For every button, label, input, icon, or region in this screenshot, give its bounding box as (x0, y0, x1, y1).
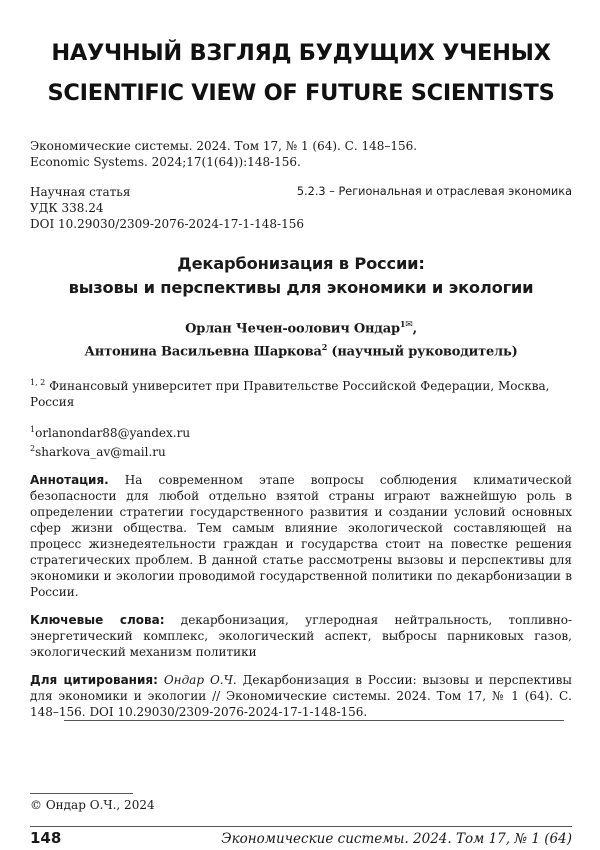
email-2 (30, 441, 572, 460)
copyright: © Ондар О.Ч., 2024 (30, 798, 155, 812)
author-name: Антонина Васильевна Шаркова (84, 344, 322, 360)
citation-text: Декарбонизация в России: вызовы и перспективы для экономики и экологии // Экономические системы. 2024. Том 17, № 1 (64). С. 148–156. DOI 10.29030/2309-2076-2024-17-1-148-156. (30, 672, 572, 719)
citation-line-en: Economic Systems. 2024;17(1(64)):148-156. (30, 155, 301, 169)
abstract-text: На современном этапе вопросы соблюдения климатической безопасности для любой отдельно взятой страны играют важнейшую роль в определении стратегии государственного развития и создании условий основных сфер жизни общества. Тем самым влияние экологической составляющей на процесс жизнедеятельности граждан и государства стоит на повестке решения стратегических проблем. В данной статье рассмотрены вызовы и перспективы для экономики и экологии проводимой государственной политики по декарбонизации в России. (30, 472, 572, 599)
article-type: Научная статья (30, 185, 131, 199)
section-divider (64, 720, 564, 721)
affil-sup: 1, 2 (30, 377, 46, 387)
author-name: Орлан Чечен-оолович Ондар (185, 321, 400, 337)
footnote-divider (30, 793, 133, 794)
section-header-en: SCIENTIFIC VIEW OF FUTURE SCIENTISTS (47, 80, 555, 106)
section-header-ru: НАУЧНЫЙ ВЗГЛЯД БУДУЩИХ УЧЕНЫХ (51, 40, 551, 66)
author-affil-sup: 2 (321, 342, 328, 353)
author-line-2 (30, 338, 572, 361)
affil-text: Финансовый университет при Правительстве Российской Федерации, Москва, Россия (30, 378, 550, 409)
citation-line-ru: Экономические системы. 2024. Том 17, № 1 (64). С. 148–156. (30, 139, 418, 153)
meta-row (30, 184, 572, 200)
citation-author: Ондар О.Ч. (157, 672, 237, 687)
article-title-line2: вызовы и перспективы для экономики и экологии (68, 278, 534, 297)
abstract-label: Аннотация. (30, 472, 109, 487)
email-sup: 1 (30, 424, 36, 434)
keywords-text: декарбонизация, углеродная нейтральность, топливно-энергетический комплекс, экологический аспект, выбросы парниковых газов, экологический механизм политики (30, 612, 572, 659)
doi[interactable]: DOI 10.29030/2309-2076-2024-17-1-148-156 (30, 217, 304, 231)
article-title-line1: Декарбонизация в России: (177, 254, 425, 273)
paper-page (30, 0, 572, 847)
abstract (30, 472, 572, 600)
author-line-1 (30, 315, 572, 338)
email-1 (30, 422, 572, 441)
author-role: (научный руководитель) (327, 344, 518, 360)
keywords-label: Ключевые слова: (30, 612, 165, 627)
email-sup: 2 (30, 443, 36, 453)
udc: УДК 338.24 (30, 201, 104, 215)
specialty-code: 5.2.3 – Региональная и отраслевая экономика (296, 185, 572, 198)
journal-name: Экономические системы. 2024. Том 17, № 1 (64) (221, 831, 572, 847)
author-affil-sup: 1 (399, 319, 406, 329)
citation-label: Для цитирования: (30, 672, 158, 687)
page-footer (30, 829, 572, 847)
footer-rule (30, 826, 572, 827)
keywords (30, 612, 572, 660)
affiliation (30, 375, 572, 410)
page-number: 148 (30, 829, 62, 847)
for-citation (30, 672, 572, 720)
author-sep: , (412, 321, 417, 337)
email-link[interactable]: orlanondar88@yandex.ru (35, 425, 191, 440)
email-link[interactable]: sharkova_av@mail.ru (35, 444, 166, 459)
envelope-icon[interactable]: ✉ (405, 320, 413, 330)
